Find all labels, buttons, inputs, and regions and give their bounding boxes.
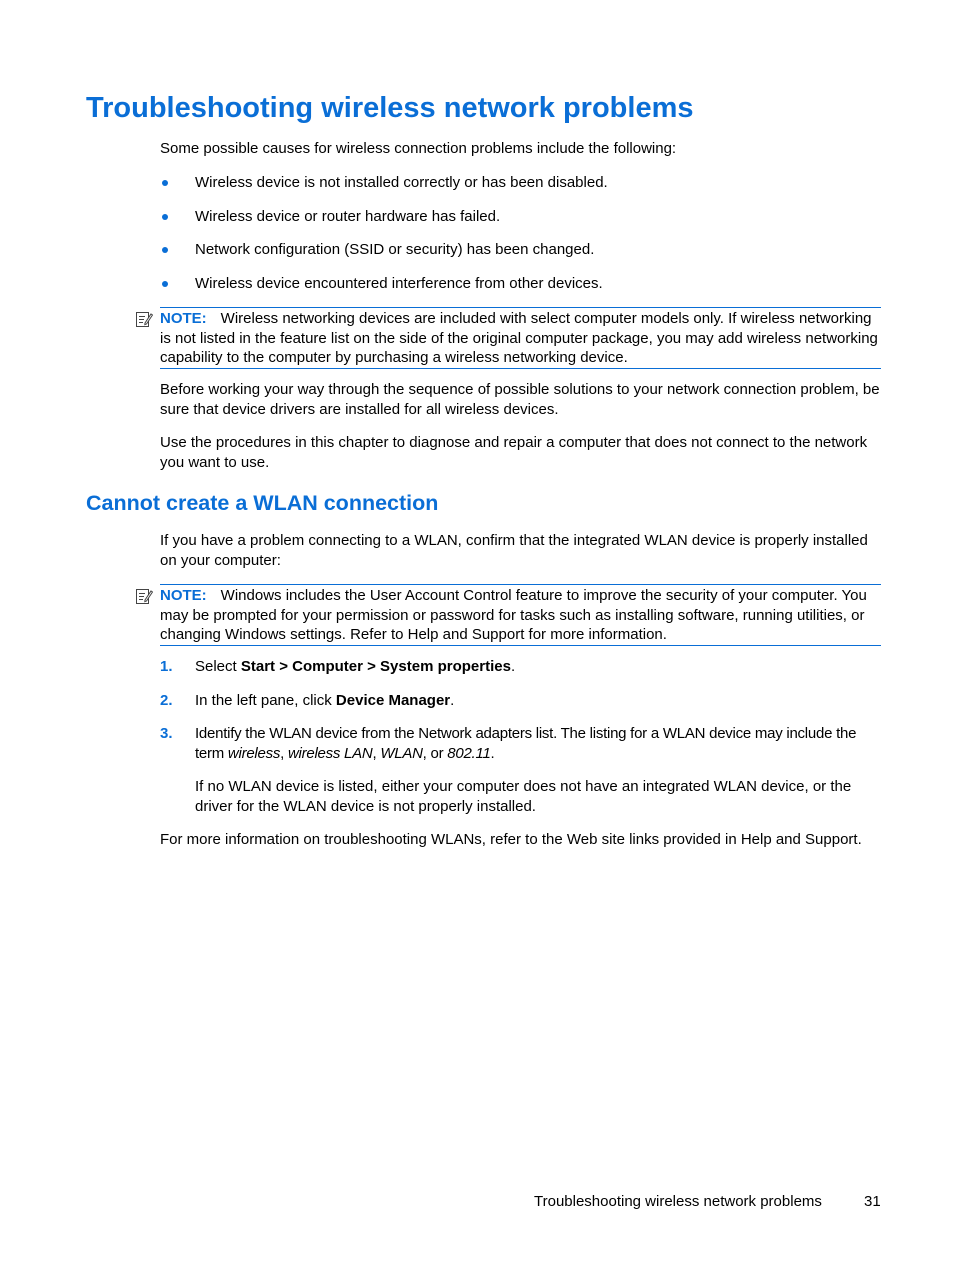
- note-pencil-icon: [135, 587, 153, 605]
- note-label: NOTE:: [160, 310, 207, 327]
- section-heading: Cannot create a WLAN connection: [86, 491, 439, 515]
- note-box: [160, 307, 881, 369]
- section-outro: For more information on troubleshooting WLANs, refer to the Web site links provided in Help and Support.: [160, 831, 862, 848]
- note-label: NOTE:: [160, 587, 207, 604]
- bullet-icon: [162, 180, 168, 186]
- step-number: 3.: [160, 725, 173, 742]
- section-intro: If you have a problem connecting to a WLAN, confirm that the integrated WLAN device is properly installed on your computer:: [160, 532, 868, 569]
- note-text: Windows includes the User Account Control feature to improve the security of your computer. You may be prompted for your permission or password for tasks such as installing software, running utilities, or changing Windows settings. Refer to Help and Support for more information.: [160, 587, 867, 643]
- step-text: Select Start > Computer > System properties.: [195, 658, 516, 675]
- document-page: Troubleshooting wireless network problems Some possible causes for wireless connection problems include the following: Wireless device is not installed correctly or has been disabled. Wireless device or router hardware has failed. Network configuration (SSID or security) has been changed. Wireless device encountered interference from other devices. NOTE: Wireless networking devices are included with select computer models only. If wireless networking is not listed in the feature list on the side of the original computer package, you may add wireless networking capability to the computer by purchasing a wireless networking device. Before working your way through the sequence of possible solutions to your network connection problem, be sure that device drivers are installed for all wireless devices. Use the procedures in this chapter to diagnose and repair a computer that does not connect to the network you want to use. Cannot create a WLAN connection If you have a problem connecting to a WLAN, confirm that the integrated WLAN device is properly installed on your computer: NOTE: Windows includes the User Account Control feature to improve the security of your computer. You may be prompted for your permission or password for tasks such as installing software, running utilities, or changing Windows settings. Refer to Help and Support for more information. 1. Select Start > Computer > System properties. 2. In the left pane, click Device Manager. 3. Identify the WLAN device from the Network adapters list. The listing for a WLAN device may include the term wireless, wireless LAN, WLAN, or 802.11. If no WLAN device is listed, either your computer does not have an integrated WLAN device, or the driver for the WLAN device is not properly installed. For more information on troubleshooting WLANs, refer to the Web site links provided in Help and Support. Troubleshooting wireless network problems 31: [0, 0, 954, 1270]
- footer-title: Troubleshooting wireless network problems: [534, 1193, 822, 1210]
- intro-paragraph: Some possible causes for wireless connection problems include the following:: [160, 140, 677, 157]
- step-number: 2.: [160, 692, 173, 709]
- paragraph: Before working your way through the sequence of possible solutions to your network connection problem, be sure that device drivers are installed for all wireless devices.: [160, 381, 880, 418]
- step-number: 1.: [160, 658, 173, 675]
- step-subparagraph: If no WLAN device is listed, either your computer does not have an integrated WLAN device, or the driver for the WLAN device is not properly installed.: [195, 778, 852, 815]
- paragraph: Use the procedures in this chapter to diagnose and repair a computer that does not connect to the network you want to use.: [160, 434, 868, 471]
- bullet-icon: [162, 281, 168, 287]
- step-text: Identify the WLAN device from the Network adapters list. The listing for a WLAN device may include the term wireless, wireless LAN, WLAN, or 802.11.: [195, 725, 857, 762]
- page-number: 31: [864, 1193, 881, 1210]
- page-title: Troubleshooting wireless network problems: [86, 92, 694, 124]
- step-text: In the left pane, click Device Manager.: [195, 692, 455, 709]
- note-text: Wireless networking devices are included with select computer models only. If wireless networking is not listed in the feature list on the side of the original computer package, you may add wireless networking capability to the computer by purchasing a wireless networking device.: [160, 310, 878, 366]
- bullet-icon: [162, 247, 168, 253]
- note-pencil-icon: [135, 310, 153, 328]
- note-box: [160, 584, 881, 646]
- bullet-icon: [162, 214, 168, 220]
